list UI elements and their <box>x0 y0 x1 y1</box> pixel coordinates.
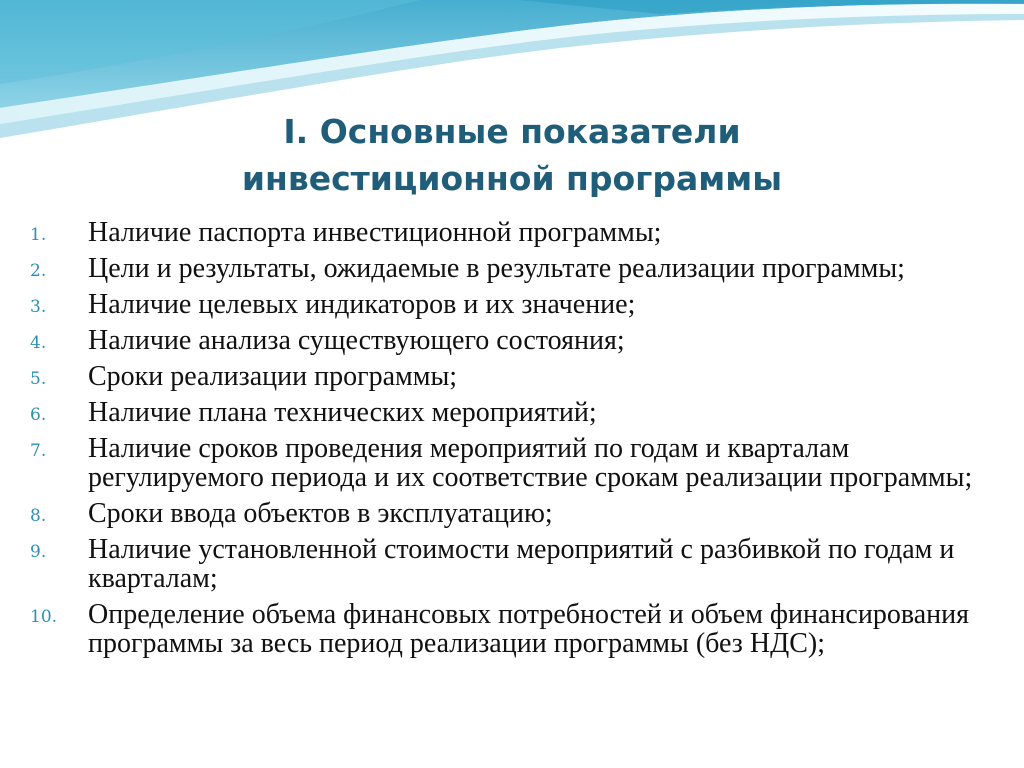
list-item-number: 4. <box>30 333 47 353</box>
list-item-number: 8. <box>30 506 47 526</box>
list-item-text: Наличие сроков проведения мероприятий по годам и кварталам регулируемого периода и их соответствие срокам реализации программы; <box>88 433 973 493</box>
list-item <box>0 362 1024 391</box>
list-item <box>0 600 1024 658</box>
list-item-text: Наличие плана технических мероприятий; <box>88 397 597 428</box>
list-item-text: Наличие анализа существующего состояния; <box>88 325 625 356</box>
list-item <box>0 499 1024 528</box>
list-item <box>0 290 1024 319</box>
list-item-text: Сроки ввода объектов в эксплуатацию; <box>88 498 553 529</box>
slide-title <box>0 108 1024 202</box>
list-item <box>0 398 1024 427</box>
list-item-text: Наличие установленной стоимости мероприятий с разбивкой по годам и кварталам; <box>88 534 955 594</box>
list-item-number: 1. <box>30 225 47 245</box>
slide-title-line-2: инвестиционной программы <box>241 159 783 198</box>
list-item-text: Сроки реализации программы; <box>88 361 458 392</box>
indicator-list <box>0 218 1024 665</box>
list-item-text: Наличие паспорта инвестиционной программы; <box>88 217 662 248</box>
list-item-number: 5. <box>30 369 47 389</box>
list-item-number: 2. <box>30 261 47 281</box>
list-item <box>0 254 1024 283</box>
list-item-number: 6. <box>30 405 47 425</box>
list-item-number: 3. <box>30 297 47 317</box>
list-item-number: 7. <box>30 441 47 461</box>
list-item-text: Определение объема финансовых потребностей и объем финансирования программы за весь период реализации программы (без НДС); <box>88 599 969 659</box>
list-item-text: Наличие целевых индикаторов и их значение; <box>88 289 636 320</box>
list-item-number: 9. <box>30 542 47 562</box>
list-item <box>0 218 1024 247</box>
slide-title-line-1: I. Основные показатели <box>283 112 741 151</box>
list-item <box>0 326 1024 355</box>
list-item <box>0 434 1024 492</box>
list-item-text: Цели и результаты, ожидаемые в результате реализации программы; <box>88 253 905 284</box>
list-item <box>0 535 1024 593</box>
list-item-number: 10. <box>30 607 58 627</box>
